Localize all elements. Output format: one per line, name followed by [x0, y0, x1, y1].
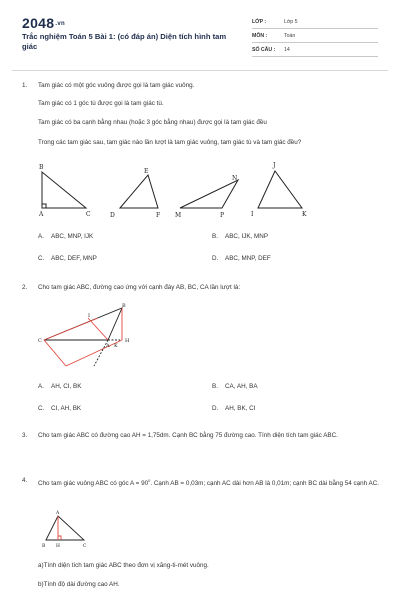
answer-option[interactable]: B. CA, AH, BA [212, 383, 258, 390]
meta-row-class [252, 15, 378, 29]
figure-label: J [273, 162, 276, 169]
triangle-mnp [180, 180, 238, 208]
triangle-abc [42, 172, 86, 208]
q2-triangle-figure [36, 300, 136, 370]
answer-option[interactable]: D. ABC, MNP, DEF [212, 255, 271, 262]
triangle-def [120, 175, 158, 208]
answer-option[interactable]: C. ABC, DEF, MNP [38, 255, 97, 262]
right-angle-mark [58, 536, 61, 540]
meta-value: Lớp 5 [284, 18, 298, 25]
question-number: 3. [22, 432, 28, 439]
figure-label: B [42, 544, 46, 549]
question-number: 4. [22, 477, 28, 484]
meta-row-count [252, 43, 378, 57]
q1-line-4: Trong các tam giác sau, tam giác nào lần lượt là tam giác vuông, tam giác tù và tam giác đều? [38, 139, 302, 146]
figure-label: N [232, 175, 238, 182]
page-title: Trắc nghiệm Toán 5 Bài 1: (có đáp án) Diện tích hình tam giác [22, 32, 227, 51]
meta-label: SỐ CÂU : [252, 46, 276, 53]
answer-option[interactable]: A. AH, CI, BK [38, 383, 82, 390]
figure-label: A [56, 511, 60, 516]
figure-label: P [220, 212, 225, 219]
meta-value: Toán [284, 32, 296, 39]
right-angle-mark [42, 204, 46, 208]
figure-label: H [125, 338, 130, 344]
q1-line-2: Tam giác có 1 góc tù được gọi là tam giác tù. [38, 100, 164, 107]
height-line [88, 318, 108, 340]
meta-row-subject [252, 29, 378, 43]
meta-label: LỚP : [252, 18, 267, 25]
q3-text: Cho tam giác ABC có đường cao AH = 1,75dm. Cạnh BC bằng 75 đường cao. Tính diện tích tam giác ABC. [38, 432, 338, 439]
figure-label: C [83, 544, 87, 549]
answer-option[interactable]: A. ABC, MNP, IJK [38, 233, 94, 240]
q2-text: Cho tam giác ABC, đường cao ứng với cạnh đáy AB, BC, CA lần lượt là: [38, 284, 241, 291]
answer-option[interactable]: C. CI, AH, BK [38, 405, 82, 412]
figure-label: B [122, 303, 126, 309]
meta-label: MÔN : [252, 32, 268, 39]
figure-label: A [106, 343, 110, 349]
meta-table [252, 15, 378, 57]
meta-value: 14 [284, 46, 290, 53]
figure-label: K [114, 343, 118, 349]
answer-option[interactable]: B. ABC, IJK, MNP [212, 233, 269, 240]
height-line [44, 318, 98, 340]
logo-suffix: .vn [55, 21, 65, 28]
figure-label: B [39, 164, 44, 171]
question-number: 2. [22, 284, 28, 291]
figure-label: H [56, 544, 60, 549]
site-logo[interactable] [22, 15, 65, 31]
triangle-abc [46, 516, 84, 540]
figure-label: D [110, 212, 115, 219]
figure-label: C [86, 211, 91, 218]
figure-label: I [251, 211, 254, 218]
triangle-ijk [258, 171, 302, 208]
figure-label: C [38, 338, 42, 344]
q4-sub-a: a)Tính diện tích tam giác ABC theo đơn vị xăng-ti-mét vuông. [38, 562, 209, 569]
q1-line-3: Tam giác có ba cạnh bằng nhau (hoặc 3 góc bằng nhau) được gọi là tam giác đều [38, 119, 267, 126]
figure-label: A [39, 211, 44, 218]
height-line [44, 340, 66, 366]
answer-option[interactable]: D. AH, BK, CI [212, 405, 256, 412]
figure-label: E [144, 168, 149, 175]
figure-label: I [88, 313, 90, 319]
q4-sub-b: b)Tính độ dài đường cao AH. [38, 581, 120, 588]
header-divider [12, 70, 388, 71]
figure-label: K [302, 211, 307, 218]
logo-text: 2048 [22, 15, 55, 31]
q1-triangles-figure [30, 158, 320, 220]
q4-text: Cho tam giác vuông ABC có góc $A = 90^0$. Cạnh AB = 0,03m; cạnh AC dài hơn AB là 0,01m; cạnh BC dài bằng 54 cạnh AC. [38, 478, 380, 488]
figure-label: M [175, 212, 182, 219]
question-number: 1. [22, 82, 28, 89]
q1-line-1: Tam giác có một góc vuông được gọi là tam giác vuông. [38, 82, 195, 89]
q4-right-triangle-figure [38, 506, 98, 551]
figure-label: F [156, 212, 161, 219]
